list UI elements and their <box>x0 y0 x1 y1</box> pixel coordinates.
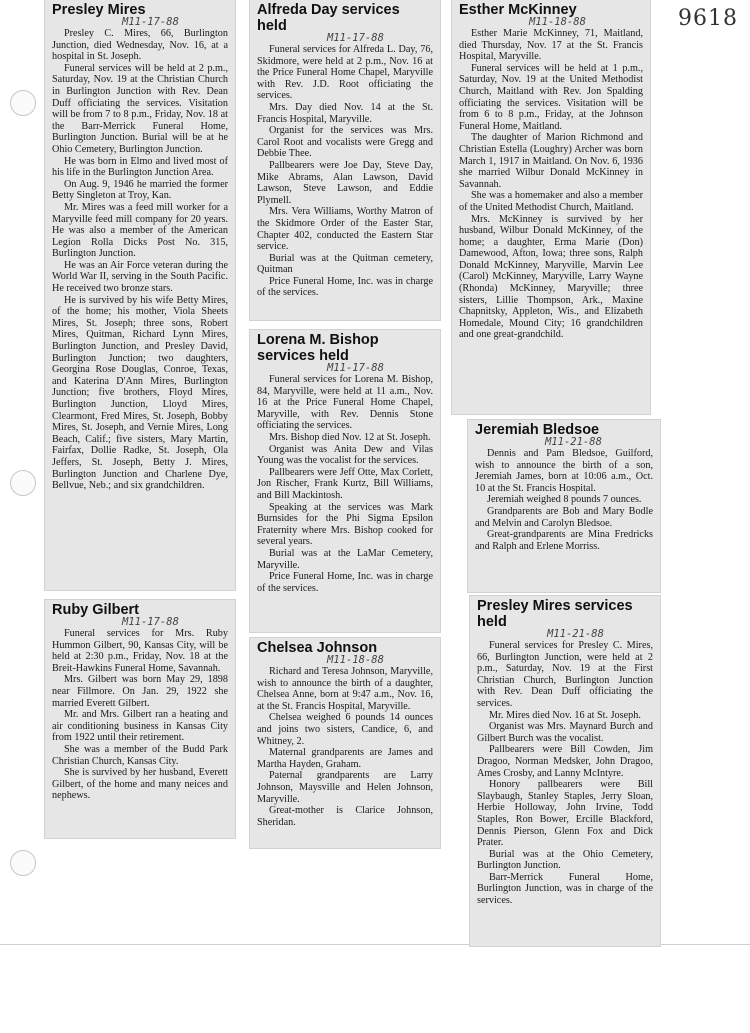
clipping-esther-mckinney-obituary <box>452 0 650 414</box>
clipping-paragraph: Mrs. McKinney is survived by her husband, Wilbur Donald McKinney, of the home; a daughter, Erma Marie (Don) Damewood, Afton, Iowa; three sons, Ralph Donald McKinney, Maryville, Marvin Lee (Carol) McKinney, Maryville, Larry Wayne (Rhonda) McKinney, Maryville; three sisters, Lillie Thompson, Ark., Maxine Chapnitsky, Appleton, Wis., and Elizabeth Homedale, Mound City; 16 grandchildren and one great-grandchild. <box>459 213 643 341</box>
clipping-paragraph: Burial was at the Ohio Cemetery, Burlington Junction. <box>477 848 653 872</box>
handwritten-date: M11-21-88 <box>547 628 604 640</box>
clipping-paragraph: Grandparents are Bob and Mary Bodle and Melvin and Carolyn Bledsoe. <box>475 505 653 529</box>
punch-hole-bottom <box>10 850 36 876</box>
clipping-paragraph: Honory pallbearers were Bill Slaybaugh, Stanley Staples, Jerry Sloan, Herbie Holloway, John Irvine, Todd Staples, Ron Bower, Ercille Blackford, Dennis Pierson, Glenn Fox and Dick Prater. <box>477 779 653 849</box>
clipping-lorena-bishop-services <box>250 330 440 632</box>
clipping-paragraph: Dennis and Pam Bledsoe, Guilford, wish to announce the birth of a son, Jeremiah James, born at 10:06 a.m., Oct. 10 at the St. Francis Hospital. <box>475 448 653 494</box>
clipping-paragraph: Paternal grandparents are Larry Johnson, Maysville and Helen Johnson, Maryville. <box>257 770 433 805</box>
clipping-paragraph: Burial was at the Quitman cemetery, Quitman <box>257 252 433 276</box>
clipping-paragraph: Esther Marie McKinney, 71, Maitland, died Thursday, Nov. 17 at the St. Francis Hospital, Maryville. <box>459 28 643 63</box>
punch-hole-top <box>10 90 36 116</box>
clipping-headline: Alfreda Day services held <box>257 2 400 34</box>
clipping-paragraph: Mrs. Vera Williams, Worthy Matron of the Skidmore Order of the Easter Star, Chapter 402, conducted the Eastern Star service. <box>257 206 433 253</box>
clipping-headline: Presley Mires <box>52 2 146 18</box>
clipping-paragraph: Funeral services for Presley C. Mires, 66, Burlington Junction, were held at 2 p.m., Saturday, Nov. 19 at the First Christian Church, Burlington Junction with Rev. Dean Duff officiating the services. <box>477 640 653 709</box>
page-number: 9618 <box>678 6 738 31</box>
clipping-paragraph: Funeral services will be held at 2 p.m., Saturday, Nov. 19 at the Christian Church in Burlington Junction with Rev. Dean Duff officiating the services. Visitation will be from 7 to 8 p.m., Friday, Nov. 18 at the Barr-Merrick Funeral Home, Burlington Junction. Burial will be at he Ohio Cemetery, Burlington Junction. <box>52 62 228 155</box>
clipping-presley-mires-services <box>470 596 660 946</box>
clipping-paragraph: He was born in Elmo and lived most of his life in the Burlington Junction Area. <box>52 155 228 179</box>
clipping-paragraph: She was a member of the Budd Park Christian Church, Kansas City. <box>52 743 228 767</box>
clipping-paragraph: Price Funeral Home, Inc. was in charge of the services. <box>257 275 433 299</box>
clipping-paragraph: The daughter of Marion Richmond and Christian Estella (Loughry) Archer was born March 1, 1917 in Maitland. On Nov. 6, 1936 she married Wilbur Donald McKinney in Savannah. <box>459 132 643 190</box>
clipping-paragraph: Funeral services for Alfreda L. Day, 76, Skidmore, were held at 2 p.m., Nov. 16 at the Price Funeral Home Chapel, Maryville with Rev. J.D. Root officiating the services. <box>257 44 433 102</box>
clipping-headline: Esther McKinney <box>459 2 577 18</box>
clipping-paragraph: Great-mother is Clarice Johnson, Sheridan. <box>257 805 433 828</box>
clipping-paragraph: She was a homemaker and also a member of the United Methodist Church, Maitland. <box>459 190 643 213</box>
clipping-paragraph: Barr-Merrick Funeral Home, Burlington Junction, was in charge of the services. <box>477 871 653 907</box>
clipping-paragraph: Mrs. Gilbert was born May 29, 1898 near Fillmore. On Jan. 29, 1922 she married Everett Gilbert. <box>52 674 228 709</box>
clipping-paragraph: He is survived by his wife Betty Mires, of the home; his mother, Viola Sheets Mires, St. Joseph; three sons, Robert Mires, Quitman, Richard Lynn Mires, Burlington Junction, and Presley David, Burlington Junction; two daughters, Georgina Rose Douglas, Conroe, Texas, and Katerina D'Ann Mires, Burlington Junction; five brothers, Floyd Mires, Burlington Junction, Lloyd Mires, Clearmont, Fred Mires, St. Joseph, Bobby Mires, St. Joseph, and Vernie Mires, Long Beach, Calif.; five sisters, Mary Martin, Fairfax, Dollie Radke, St. Joseph, Ola Jeffers, St. Joseph, Betty J. Mires, Burlington Junction and Charlene Dye, Bellvue, Neb.; and six grandchildren. <box>52 294 228 492</box>
clipping-headline: Chelsea Johnson <box>257 640 378 656</box>
clipping-paragraph: Chelsea weighed 6 pounds 14 ounces and joins two sisters, Candice, 6, and Whitney, 2. <box>257 712 433 747</box>
clipping-paragraph: Mr. Mires was a feed mill worker for a Maryville feed mill company for 20 years. He was also a member of the American Legion Rolla Dicks Post No. 315, Burlington Junction. <box>52 201 228 260</box>
clipping-paragraph: Jeremiah weighed 8 pounds 7 ounces. <box>487 494 642 506</box>
clipping-paragraph: Pallbearers were Jeff Otte, Max Corlett, Jon Rischer, Frank Kurtz, Bill Williams, and Bill Mackintosh. <box>257 466 433 501</box>
clipping-paragraph: Price Funeral Home, Inc. was in charge of the services. <box>257 571 433 594</box>
clipping-paragraph: Pallbearers were Bill Cowden, Jim Dragoo, Norman Medsker, John Dragoo, Ames Crosby, and Lanny McIntyre. <box>477 744 653 779</box>
clipping-paragraph: Burial was at the LaMar Cemetery, Maryville. <box>257 547 433 571</box>
handwritten-date: M11-21-88 <box>545 436 602 448</box>
clipping-headline: Ruby Gilbert <box>52 602 140 618</box>
punch-hole-middle <box>10 470 36 496</box>
clipping-paragraph: Mr. Mires died Nov. 16 at St. Joseph. <box>489 709 641 721</box>
handwritten-date: M11-17-88 <box>122 16 179 28</box>
clipping-presley-mires-obituary <box>45 0 235 590</box>
handwritten-date: M11-17-88 <box>327 362 384 374</box>
clipping-paragraph: Funeral services for Mrs. Ruby Hummon Gilbert, 90, Kansas City, will be held at 2:30 p.m., Friday, Nov. 18 at the Breit-Hawkins Funeral Home, Savannah. <box>52 628 228 674</box>
clipping-headline: Lorena M. Bishop services held <box>257 332 379 364</box>
handwritten-date: M11-18-88 <box>327 654 384 666</box>
clipping-ruby-gilbert-obituary <box>45 600 235 838</box>
handwritten-date: M11-17-88 <box>122 616 179 628</box>
clipping-paragraph: Organist for the services was Mrs. Carol Root and vocalists were Gregg and Debbie Thee. <box>257 125 433 160</box>
clipping-paragraph: Mr. and Mrs. Gilbert ran a heating and air conditioning business in Kansas City from 1922 until their retirement. <box>52 709 228 744</box>
clipping-paragraph: Great-grandparents are Mina Fredricks and Ralph and Erlene Morriss. <box>475 529 653 552</box>
clipping-alfreda-day-services <box>250 0 440 320</box>
handwritten-date: M11-18-88 <box>529 16 586 28</box>
clipping-paragraph: Speaking at the services was Mark Burnsides for the Phi Sigma Epsilon Fraternity where Mrs. Bishop cooked for several years. <box>257 501 433 548</box>
clipping-paragraph: On Aug. 9, 1946 he married the former Betty Singleton at Troy, Kan. <box>52 178 228 202</box>
clipping-paragraph: Mrs. Bishop died Nov. 12 at St. Joseph. <box>269 431 431 443</box>
clipping-paragraph: Maternal grandparents are James and Martha Hayden, Graham. <box>257 747 433 770</box>
clipping-paragraph: Funeral services will be held at 1 p.m., Saturday, Nov. 19 at the United Methodist Church, Maitland with Rev. Jon Spalding officiating the services. Visitation will be from 6 to 8 p.m., Friday, at the Johnson Funeral Home, Maitland. <box>459 62 643 132</box>
clipping-paragraph: Presley C. Mires, 66, Burlington Junction, died Wednesday, Nov. 16, at a hospital in St. Joseph. <box>52 28 228 63</box>
clipping-paragraph: Funeral services for Lorena M. Bishop, 84, Maryville, were held at 11 a.m., Nov. 16 at the Price Funeral Home Chapel, Maryville, with Rev. Dennis Stone officiating the services. <box>257 374 433 432</box>
clipping-paragraph: He was an Air Force veteran during the World War II, serving in the South Pacific. He received two bronze stars. <box>52 259 228 295</box>
clipping-paragraph: Organist was Mrs. Maynard Burch and Gilbert Burch was the vocalist. <box>477 721 653 744</box>
clipping-paragraph: Mrs. Day died Nov. 14 at the St. Francis Hospital, Maryville. <box>257 101 433 125</box>
clipping-paragraph: She is survived by her husband, Everett Gilbert, of the home and many neices and nephews. <box>52 767 228 802</box>
clipping-paragraph: Organist was Anita Dew and Vilas Young was the vocalist for the services. <box>257 443 433 467</box>
clipping-headline: Presley Mires services held <box>477 598 633 630</box>
clipping-paragraph: Pallbearers were Joe Day, Steve Day, Mike Abrams, Alan Lawson, David Lawson, Steve Lawson, and Eddie Plymell. <box>257 159 433 206</box>
clipping-paragraph: Richard and Teresa Johnson, Maryville, wish to announce the birth of a daughter, Chelsea Anne, born at 9:47 a.m., Nov. 16, at the St. Francis Hospital, Maryville. <box>257 666 433 712</box>
clipping-headline: Jeremiah Bledsoe <box>475 422 600 438</box>
handwritten-date: M11-17-88 <box>327 32 384 44</box>
clipping-jeremiah-bledsoe-birth <box>468 420 660 592</box>
clipping-chelsea-johnson-birth <box>250 638 440 848</box>
